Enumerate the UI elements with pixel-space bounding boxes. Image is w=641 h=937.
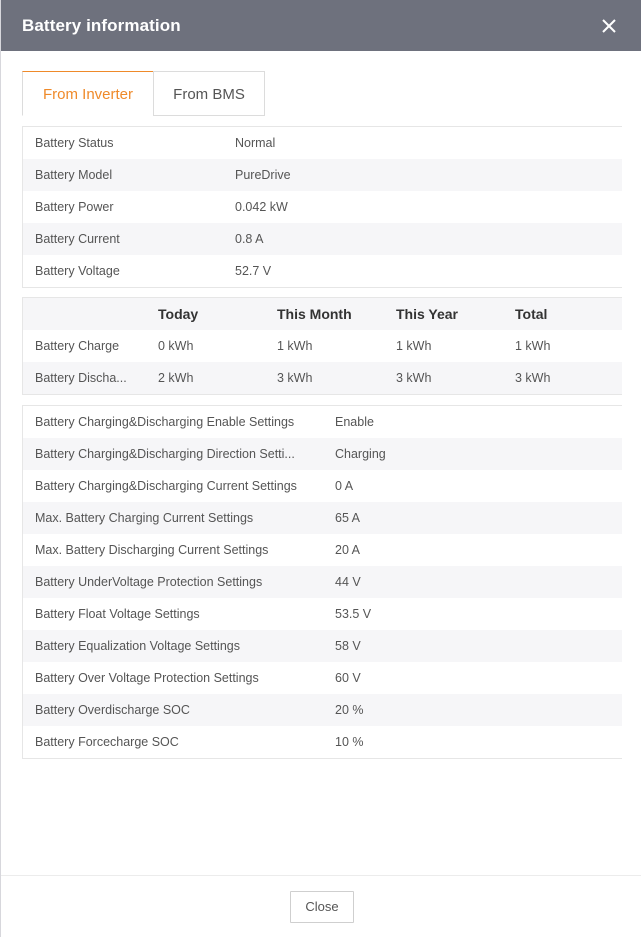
table-row [23,598,622,630]
row-label: Battery Charging&Discharging Direction Setti... [35,447,295,461]
row-label: Max. Battery Charging Current Settings [35,511,254,525]
dialog-header [1,0,641,51]
table-row [23,159,622,191]
dialog-title: Battery information [22,16,181,35]
row-label: Battery Charging&Discharging Current Settings [35,479,297,493]
close-button[interactable]: Close [290,891,354,923]
row-value: 0.042 kW [235,200,288,214]
cell-value: 3 kWh [277,371,313,385]
table-row [23,470,622,502]
column-header-this-month: This Month [277,306,352,322]
table-row [23,630,622,662]
cell-value: 3 kWh [515,371,551,385]
cell-value: 1 kWh [515,339,551,353]
row-value: Normal [235,136,276,150]
row-label: Battery Equalization Voltage Settings [35,639,240,653]
table-row [23,566,622,598]
tab-from-bms[interactable]: From BMS [153,71,265,116]
row-label: Battery Status [35,136,114,150]
row-value: 20 % [335,703,364,717]
row-label: Battery Power [35,200,114,214]
row-label: Battery Charge [35,339,120,353]
row-value: 65 A [335,511,361,525]
row-value: 60 V [335,671,361,685]
cell-value: 0 kWh [158,339,194,353]
table-row [23,255,622,287]
row-value: Enable [335,415,374,429]
battery-energy-table [22,297,622,395]
close-icon[interactable] [601,18,617,34]
row-label: Battery Model [35,168,113,182]
row-label: Battery Charging&Discharging Enable Settings [35,415,295,429]
row-label: Battery Overdischarge SOC [35,703,190,717]
battery-settings-table [22,405,622,759]
table-row [23,330,622,362]
row-value: 0.8 A [235,232,264,246]
row-value: Charging [335,447,386,461]
battery-status-table [22,126,622,288]
row-value: 44 V [335,575,361,589]
table-row [23,438,622,470]
table-row [23,534,622,566]
tab-from-inverter[interactable]: From Inverter [22,71,154,116]
row-label: Battery UnderVoltage Protection Settings [35,575,263,589]
column-header-this-year: This Year [396,306,459,322]
table-row [23,694,622,726]
table-row [23,662,622,694]
row-label: Battery Forcecharge SOC [35,735,179,749]
row-label: Battery Voltage [35,264,120,278]
row-label: Battery Discha... [35,371,127,385]
row-label: Battery Current [35,232,120,246]
cell-value: 1 kWh [277,339,313,353]
row-label: Battery Float Voltage Settings [35,607,200,621]
row-value: 20 A [335,543,361,557]
column-header-total: Total [515,306,548,322]
table-row [23,726,622,758]
row-value: 10 % [335,735,364,749]
cell-value: 1 kWh [396,339,432,353]
row-label: Battery Over Voltage Protection Settings [35,671,259,685]
row-label: Max. Battery Discharging Current Settings [35,543,269,557]
table-row [23,362,622,394]
cell-value: 2 kWh [158,371,194,385]
row-value: 53.5 V [335,607,372,621]
table-row [23,406,622,438]
column-header-today: Today [158,306,199,322]
row-value: 52.7 V [235,264,272,278]
row-value: 58 V [335,639,361,653]
table-row [23,223,622,255]
table-row [23,127,622,159]
table-row [23,502,622,534]
tab-bar [22,71,622,116]
row-value: PureDrive [235,168,291,182]
row-value: 0 A [335,479,354,493]
footer-divider [1,875,641,876]
cell-value: 3 kWh [396,371,432,385]
table-header-row [23,298,622,330]
table-row [23,191,622,223]
